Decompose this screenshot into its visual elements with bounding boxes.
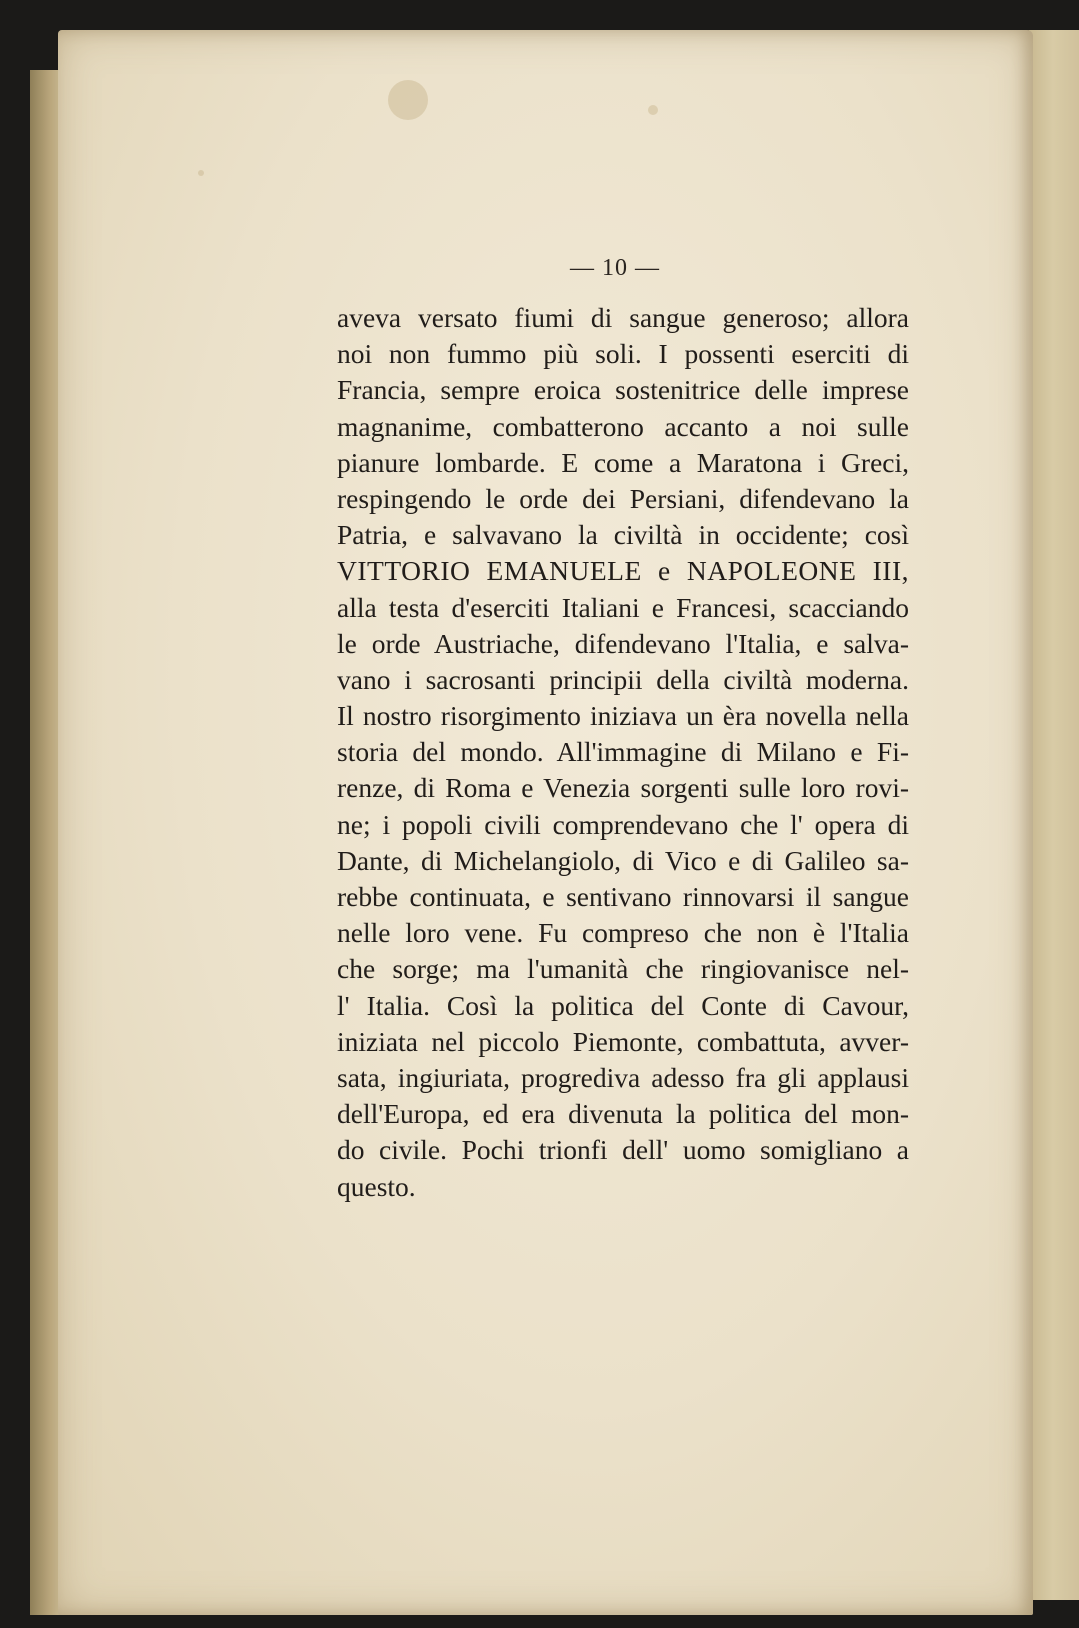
paper-stain [198, 170, 204, 176]
text-line: respingendo le orde dei Persiani, difendevano la [337, 482, 909, 514]
text-line: pianure lombarde. E come a Maratona i Greci, [337, 446, 909, 478]
text-line: le orde Austriache, difendevano l'Italia, e salva- [337, 627, 909, 659]
text-line: che sorge; ma l'umanità che ringiovanisce nel- [337, 953, 909, 985]
text-line: ne; i popoli civili comprendevano che l' opera di [337, 808, 909, 840]
text-line: renze, di Roma e Venezia sorgenti sulle loro rovi- [337, 772, 909, 804]
text-line: aveva versato fiumi di sangue generoso; allora [337, 302, 909, 333]
text-line: l' Italia. Così la politica del Conte di Cavour, [337, 989, 909, 1021]
text-line: rebbe continuata, e sentivano rinnovarsi il sangue [337, 881, 909, 912]
text-line: noi non fummo più soli. I possenti eserciti di [337, 338, 909, 370]
text-line: questo. [337, 1170, 416, 1202]
text-line: Dante, di Michelangiolo, di Vico e di Galileo sa- [337, 844, 909, 876]
text-line: dell'Europa, ed era divenuta la politica del mon- [337, 1098, 909, 1130]
page-number-header: — 10 — [570, 255, 660, 281]
text-line: iniziata nel piccolo Piemonte, combattuta, avver- [337, 1025, 909, 1057]
text-line: storia del mondo. All'immagine di Milano e Fi- [337, 736, 909, 768]
next-page-edge [1028, 30, 1079, 1600]
text-line: magnanime, combatterono accanto a noi sulle [337, 410, 909, 442]
text-line: Patria, e salvavano la civiltà in occidente; così [337, 519, 909, 551]
paper-stain [388, 80, 428, 120]
paper-stain [648, 105, 658, 115]
text-line: Il nostro risorgimento iniziava un èra novella nella [337, 700, 909, 732]
text-line: do civile. Pochi trionfi dell' uomo somigliano a [337, 1134, 909, 1166]
text-line: vano i sacrosanti principii della civiltà moderna. [337, 663, 909, 695]
text-line: alla testa d'eserciti Italiani e Francesi, scacciando [337, 591, 909, 623]
text-line: VITTORIO EMANUELE e NAPOLEONE III, [337, 555, 909, 587]
page-body-text [337, 300, 909, 1205]
text-line: sata, ingiuriata, progrediva adesso fra gli applausi [337, 1061, 909, 1093]
text-line: Francia, sempre eroica sostenitrice delle imprese [337, 374, 909, 406]
text-line: nelle loro vene. Fu compreso che non è l'Italia [337, 917, 909, 949]
